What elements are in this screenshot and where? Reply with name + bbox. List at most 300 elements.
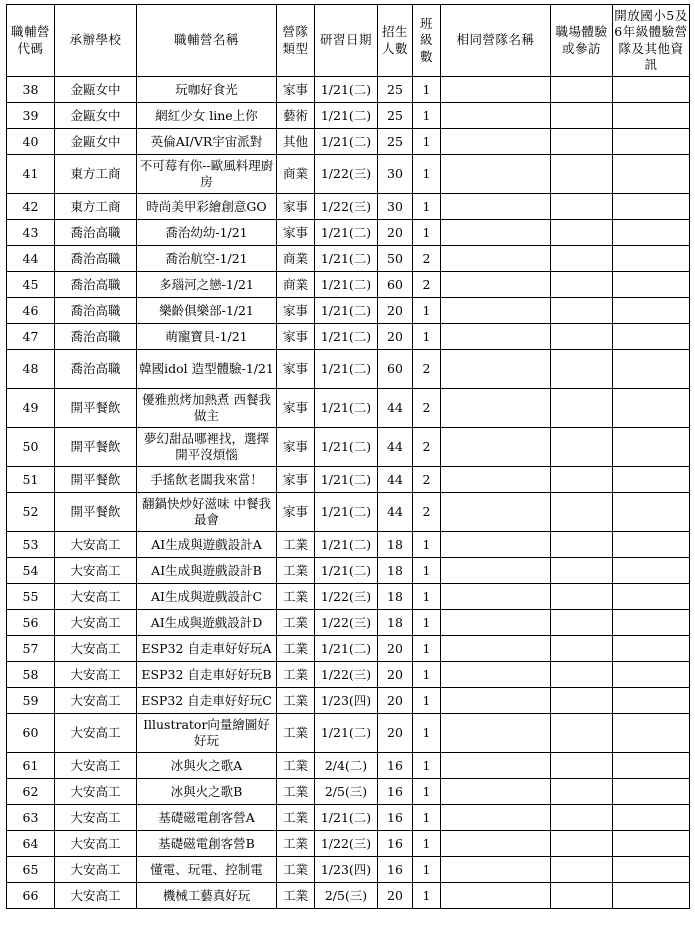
table-row — [7, 194, 690, 220]
cell-workplace-visit — [551, 662, 613, 688]
cell-code: 46 — [7, 298, 55, 324]
cell-school: 大安高工 — [55, 831, 137, 857]
cell-date: 1/21(二) — [315, 350, 378, 389]
cell-workplace-visit — [551, 883, 613, 909]
cell-workplace-visit — [551, 805, 613, 831]
table-row — [7, 155, 690, 194]
table-row — [7, 324, 690, 350]
cell-code: 58 — [7, 662, 55, 688]
cell-camp-name: 樂齡俱樂部-1/21 — [137, 298, 277, 324]
cell-camp-name: 不可莓有你--歐風料理廚房 — [137, 155, 277, 194]
cell-camp-type: 家事 — [277, 220, 315, 246]
cell-date: 1/23(四) — [315, 688, 378, 714]
cell-date: 1/21(二) — [315, 298, 378, 324]
cell-camp-name: 基礎磁電創客營A — [137, 805, 277, 831]
cell-classes: 1 — [413, 805, 441, 831]
cell-same-name — [441, 428, 551, 467]
cell-classes: 1 — [413, 220, 441, 246]
cell-date: 1/21(二) — [315, 493, 378, 532]
cell-same-name — [441, 558, 551, 584]
cell-school: 大安高工 — [55, 688, 137, 714]
cell-date: 1/21(二) — [315, 558, 378, 584]
cell-open-grades — [613, 805, 690, 831]
table-row — [7, 779, 690, 805]
cell-school: 喬治高職 — [55, 350, 137, 389]
cell-camp-type: 商業 — [277, 272, 315, 298]
cell-workplace-visit — [551, 428, 613, 467]
cell-quota: 18 — [378, 532, 413, 558]
cell-classes: 1 — [413, 662, 441, 688]
cell-workplace-visit — [551, 532, 613, 558]
cell-quota: 16 — [378, 857, 413, 883]
cell-workplace-visit — [551, 584, 613, 610]
cell-same-name — [441, 467, 551, 493]
cell-camp-name: 喬治幼幼-1/21 — [137, 220, 277, 246]
table-row — [7, 246, 690, 272]
cell-workplace-visit — [551, 298, 613, 324]
cell-quota: 20 — [378, 883, 413, 909]
cell-camp-type: 工業 — [277, 857, 315, 883]
header-classes: 班級數 — [413, 5, 441, 77]
cell-school: 大安高工 — [55, 532, 137, 558]
cell-date: 1/21(二) — [315, 103, 378, 129]
cell-date: 2/4(二) — [315, 753, 378, 779]
cell-open-grades — [613, 584, 690, 610]
cell-camp-type: 工業 — [277, 805, 315, 831]
cell-same-name — [441, 714, 551, 753]
cell-open-grades — [613, 246, 690, 272]
cell-quota: 25 — [378, 77, 413, 103]
cell-quota: 16 — [378, 779, 413, 805]
header-workplace-visit: 職場體驗或參訪 — [551, 5, 613, 77]
cell-date: 1/22(三) — [315, 584, 378, 610]
table-row — [7, 883, 690, 909]
cell-camp-name: 基礎磁電創客營B — [137, 831, 277, 857]
cell-school: 東方工商 — [55, 155, 137, 194]
cell-code: 52 — [7, 493, 55, 532]
cell-school: 金甌女中 — [55, 103, 137, 129]
cell-camp-type: 工業 — [277, 558, 315, 584]
cell-date: 1/21(二) — [315, 129, 378, 155]
cell-same-name — [441, 883, 551, 909]
cell-camp-name: AI生成與遊戲設計A — [137, 532, 277, 558]
cell-quota: 18 — [378, 584, 413, 610]
table-body — [7, 77, 690, 909]
cell-code: 42 — [7, 194, 55, 220]
table-row — [7, 610, 690, 636]
cell-code: 44 — [7, 246, 55, 272]
table-row — [7, 428, 690, 467]
cell-same-name — [441, 493, 551, 532]
cell-school: 喬治高職 — [55, 220, 137, 246]
cell-same-name — [441, 688, 551, 714]
cell-date: 1/21(二) — [315, 636, 378, 662]
cell-same-name — [441, 129, 551, 155]
cell-quota: 60 — [378, 272, 413, 298]
cell-classes: 2 — [413, 467, 441, 493]
cell-workplace-visit — [551, 324, 613, 350]
cell-code: 41 — [7, 155, 55, 194]
cell-school: 東方工商 — [55, 194, 137, 220]
cell-camp-name: 韓國idol 造型體驗-1/21 — [137, 350, 277, 389]
cell-same-name — [441, 779, 551, 805]
cell-camp-type: 家事 — [277, 467, 315, 493]
cell-same-name — [441, 155, 551, 194]
header-school: 承辦學校 — [55, 5, 137, 77]
table-row — [7, 558, 690, 584]
cell-classes: 1 — [413, 753, 441, 779]
cell-camp-name: 萌寵寶貝-1/21 — [137, 324, 277, 350]
cell-same-name — [441, 77, 551, 103]
cell-workplace-visit — [551, 558, 613, 584]
cell-same-name — [441, 220, 551, 246]
cell-classes: 1 — [413, 194, 441, 220]
table-row — [7, 129, 690, 155]
cell-camp-type: 商業 — [277, 155, 315, 194]
cell-camp-type: 工業 — [277, 532, 315, 558]
cell-code: 49 — [7, 389, 55, 428]
cell-workplace-visit — [551, 636, 613, 662]
cell-open-grades — [613, 155, 690, 194]
cell-code: 60 — [7, 714, 55, 753]
cell-date: 1/21(二) — [315, 246, 378, 272]
cell-code: 64 — [7, 831, 55, 857]
cell-workplace-visit — [551, 467, 613, 493]
cell-workplace-visit — [551, 272, 613, 298]
header-camp-type: 營隊類型 — [277, 5, 315, 77]
table-row — [7, 831, 690, 857]
cell-date: 1/21(二) — [315, 389, 378, 428]
cell-quota: 20 — [378, 324, 413, 350]
cell-workplace-visit — [551, 155, 613, 194]
cell-classes: 2 — [413, 428, 441, 467]
cell-same-name — [441, 103, 551, 129]
cell-code: 54 — [7, 558, 55, 584]
cell-same-name — [441, 857, 551, 883]
cell-quota: 20 — [378, 662, 413, 688]
cell-school: 喬治高職 — [55, 272, 137, 298]
cell-code: 66 — [7, 883, 55, 909]
cell-same-name — [441, 194, 551, 220]
cell-same-name — [441, 324, 551, 350]
cell-same-name — [441, 662, 551, 688]
cell-same-name — [441, 805, 551, 831]
cell-same-name — [441, 610, 551, 636]
cell-open-grades — [613, 857, 690, 883]
cell-workplace-visit — [551, 779, 613, 805]
cell-workplace-visit — [551, 714, 613, 753]
cell-date: 1/21(二) — [315, 272, 378, 298]
cell-quota: 18 — [378, 558, 413, 584]
cell-open-grades — [613, 194, 690, 220]
cell-camp-name: 手搖飲老闆我來當！ — [137, 467, 277, 493]
cell-camp-type: 家事 — [277, 298, 315, 324]
cell-same-name — [441, 272, 551, 298]
cell-camp-type: 藝術 — [277, 103, 315, 129]
cell-quota: 20 — [378, 714, 413, 753]
cell-code: 38 — [7, 77, 55, 103]
cell-camp-name: ESP32 自走車好好玩C — [137, 688, 277, 714]
cell-date: 1/21(二) — [315, 428, 378, 467]
cell-camp-name: 懂電、玩電、控制電 — [137, 857, 277, 883]
cell-open-grades — [613, 688, 690, 714]
cell-classes: 1 — [413, 610, 441, 636]
cell-workplace-visit — [551, 77, 613, 103]
cell-code: 56 — [7, 610, 55, 636]
cell-classes: 2 — [413, 389, 441, 428]
cell-date: 1/21(二) — [315, 220, 378, 246]
cell-workplace-visit — [551, 350, 613, 389]
cell-camp-type: 商業 — [277, 246, 315, 272]
cell-school: 喬治高職 — [55, 246, 137, 272]
cell-camp-type: 其他 — [277, 129, 315, 155]
cell-classes: 1 — [413, 714, 441, 753]
cell-camp-type: 工業 — [277, 662, 315, 688]
cell-camp-name: 機械工藝真好玩 — [137, 883, 277, 909]
cell-school: 大安高工 — [55, 857, 137, 883]
cell-quota: 20 — [378, 688, 413, 714]
cell-camp-name: 冰與火之歌B — [137, 779, 277, 805]
cell-open-grades — [613, 103, 690, 129]
cell-camp-type: 家事 — [277, 428, 315, 467]
cell-quota: 16 — [378, 831, 413, 857]
cell-open-grades — [613, 272, 690, 298]
cell-same-name — [441, 584, 551, 610]
cell-workplace-visit — [551, 753, 613, 779]
cell-open-grades — [613, 493, 690, 532]
cell-camp-name: 翻鍋快炒好滋味 中餐我最會 — [137, 493, 277, 532]
cell-classes: 2 — [413, 272, 441, 298]
cell-quota: 50 — [378, 246, 413, 272]
cell-code: 61 — [7, 753, 55, 779]
cell-open-grades — [613, 753, 690, 779]
cell-code: 63 — [7, 805, 55, 831]
cell-school: 開平餐飲 — [55, 389, 137, 428]
cell-quota: 44 — [378, 428, 413, 467]
table-row — [7, 220, 690, 246]
table-row — [7, 77, 690, 103]
cell-school: 大安高工 — [55, 610, 137, 636]
cell-camp-name: AI生成與遊戲設計D — [137, 610, 277, 636]
table-row — [7, 857, 690, 883]
cell-code: 48 — [7, 350, 55, 389]
cell-school: 金甌女中 — [55, 77, 137, 103]
header-same-name: 相同營隊名稱 — [441, 5, 551, 77]
table-row — [7, 493, 690, 532]
cell-code: 45 — [7, 272, 55, 298]
cell-date: 2/5(三) — [315, 779, 378, 805]
header-quota: 招生人數 — [378, 5, 413, 77]
cell-date: 1/23(四) — [315, 857, 378, 883]
cell-camp-name: 冰與火之歌A — [137, 753, 277, 779]
cell-camp-name: ESP32 自走車好好玩B — [137, 662, 277, 688]
cell-date: 1/22(三) — [315, 155, 378, 194]
cell-quota: 16 — [378, 753, 413, 779]
table-row — [7, 688, 690, 714]
cell-open-grades — [613, 389, 690, 428]
cell-workplace-visit — [551, 389, 613, 428]
cell-classes: 1 — [413, 129, 441, 155]
cell-school: 喬治高職 — [55, 298, 137, 324]
cell-code: 39 — [7, 103, 55, 129]
table-row — [7, 532, 690, 558]
cell-open-grades — [613, 558, 690, 584]
table-row — [7, 636, 690, 662]
cell-quota: 20 — [378, 636, 413, 662]
cell-camp-name: AI生成與遊戲設計C — [137, 584, 277, 610]
cell-quota: 44 — [378, 493, 413, 532]
cell-camp-name: 英倫AI/VR宇宙派對 — [137, 129, 277, 155]
cell-open-grades — [613, 129, 690, 155]
cell-classes: 1 — [413, 831, 441, 857]
cell-date: 1/21(二) — [315, 77, 378, 103]
table-row — [7, 272, 690, 298]
cell-school: 大安高工 — [55, 714, 137, 753]
cell-camp-type: 家事 — [277, 77, 315, 103]
cell-workplace-visit — [551, 610, 613, 636]
cell-camp-type: 家事 — [277, 350, 315, 389]
cell-quota: 30 — [378, 155, 413, 194]
cell-classes: 1 — [413, 77, 441, 103]
cell-quota: 44 — [378, 467, 413, 493]
cell-classes: 1 — [413, 324, 441, 350]
cell-classes: 1 — [413, 636, 441, 662]
cell-quota: 60 — [378, 350, 413, 389]
cell-open-grades — [613, 324, 690, 350]
cell-date: 2/5(三) — [315, 883, 378, 909]
cell-camp-name: Illustrator向量繪圖好好玩 — [137, 714, 277, 753]
cell-camp-type: 工業 — [277, 753, 315, 779]
cell-same-name — [441, 350, 551, 389]
cell-school: 大安高工 — [55, 753, 137, 779]
cell-date: 1/21(二) — [315, 467, 378, 493]
cell-camp-type: 工業 — [277, 584, 315, 610]
cell-date: 1/22(三) — [315, 610, 378, 636]
cell-same-name — [441, 753, 551, 779]
cell-open-grades — [613, 532, 690, 558]
cell-camp-name: 玩咖好食光 — [137, 77, 277, 103]
cell-quota: 20 — [378, 298, 413, 324]
cell-code: 57 — [7, 636, 55, 662]
cell-camp-type: 工業 — [277, 636, 315, 662]
cell-camp-name: 夢幻甜品哪裡找，選擇開平沒煩惱 — [137, 428, 277, 467]
table-row — [7, 350, 690, 389]
cell-school: 大安高工 — [55, 779, 137, 805]
cell-workplace-visit — [551, 857, 613, 883]
cell-classes: 2 — [413, 350, 441, 389]
cell-school: 大安高工 — [55, 558, 137, 584]
cell-quota: 30 — [378, 194, 413, 220]
cell-date: 1/21(二) — [315, 805, 378, 831]
cell-open-grades — [613, 610, 690, 636]
cell-workplace-visit — [551, 831, 613, 857]
cell-quota: 18 — [378, 610, 413, 636]
table-row — [7, 753, 690, 779]
cell-camp-type: 工業 — [277, 610, 315, 636]
cell-school: 大安高工 — [55, 636, 137, 662]
header-code: 職輔營代碼 — [7, 5, 55, 77]
cell-camp-name: 多瑙河之戀-1/21 — [137, 272, 277, 298]
table-row — [7, 805, 690, 831]
header-open-grades: 開放國小5及6年級體驗營隊及其他資訊 — [613, 5, 690, 77]
cell-open-grades — [613, 636, 690, 662]
cell-same-name — [441, 831, 551, 857]
cell-classes: 1 — [413, 779, 441, 805]
cell-open-grades — [613, 77, 690, 103]
cell-camp-name: 網紅少女 line上你 — [137, 103, 277, 129]
cell-workplace-visit — [551, 493, 613, 532]
cell-open-grades — [613, 779, 690, 805]
camp-listing-table — [6, 4, 690, 909]
cell-date: 1/22(三) — [315, 662, 378, 688]
cell-camp-type: 家事 — [277, 493, 315, 532]
cell-classes: 1 — [413, 584, 441, 610]
cell-code: 55 — [7, 584, 55, 610]
cell-classes: 1 — [413, 558, 441, 584]
cell-code: 62 — [7, 779, 55, 805]
cell-quota: 44 — [378, 389, 413, 428]
cell-open-grades — [613, 831, 690, 857]
cell-code: 43 — [7, 220, 55, 246]
cell-code: 59 — [7, 688, 55, 714]
cell-classes: 1 — [413, 532, 441, 558]
cell-camp-name: 喬治航空-1/21 — [137, 246, 277, 272]
cell-classes: 2 — [413, 493, 441, 532]
cell-camp-type: 工業 — [277, 883, 315, 909]
cell-open-grades — [613, 467, 690, 493]
cell-open-grades — [613, 714, 690, 753]
cell-open-grades — [613, 428, 690, 467]
cell-classes: 1 — [413, 298, 441, 324]
cell-open-grades — [613, 883, 690, 909]
cell-quota: 16 — [378, 805, 413, 831]
cell-workplace-visit — [551, 220, 613, 246]
header-date: 研習日期 — [315, 5, 378, 77]
cell-code: 53 — [7, 532, 55, 558]
cell-camp-type: 家事 — [277, 324, 315, 350]
cell-same-name — [441, 532, 551, 558]
cell-quota: 25 — [378, 129, 413, 155]
cell-workplace-visit — [551, 688, 613, 714]
cell-quota: 25 — [378, 103, 413, 129]
table-row — [7, 584, 690, 610]
cell-classes: 2 — [413, 246, 441, 272]
cell-date: 1/21(二) — [315, 324, 378, 350]
cell-school: 大安高工 — [55, 883, 137, 909]
cell-classes: 1 — [413, 103, 441, 129]
cell-open-grades — [613, 220, 690, 246]
cell-school: 開平餐飲 — [55, 428, 137, 467]
cell-camp-type: 家事 — [277, 194, 315, 220]
cell-workplace-visit — [551, 194, 613, 220]
cell-code: 51 — [7, 467, 55, 493]
cell-same-name — [441, 298, 551, 324]
cell-camp-name: ESP32 自走車好好玩A — [137, 636, 277, 662]
cell-same-name — [441, 246, 551, 272]
cell-date: 1/21(二) — [315, 714, 378, 753]
header-camp-name: 職輔營名稱 — [137, 5, 277, 77]
table-row — [7, 103, 690, 129]
cell-date: 1/22(三) — [315, 831, 378, 857]
cell-open-grades — [613, 298, 690, 324]
cell-classes: 1 — [413, 155, 441, 194]
cell-camp-type: 工業 — [277, 779, 315, 805]
cell-code: 47 — [7, 324, 55, 350]
cell-open-grades — [613, 662, 690, 688]
cell-camp-type: 家事 — [277, 389, 315, 428]
cell-workplace-visit — [551, 246, 613, 272]
cell-school: 大安高工 — [55, 805, 137, 831]
